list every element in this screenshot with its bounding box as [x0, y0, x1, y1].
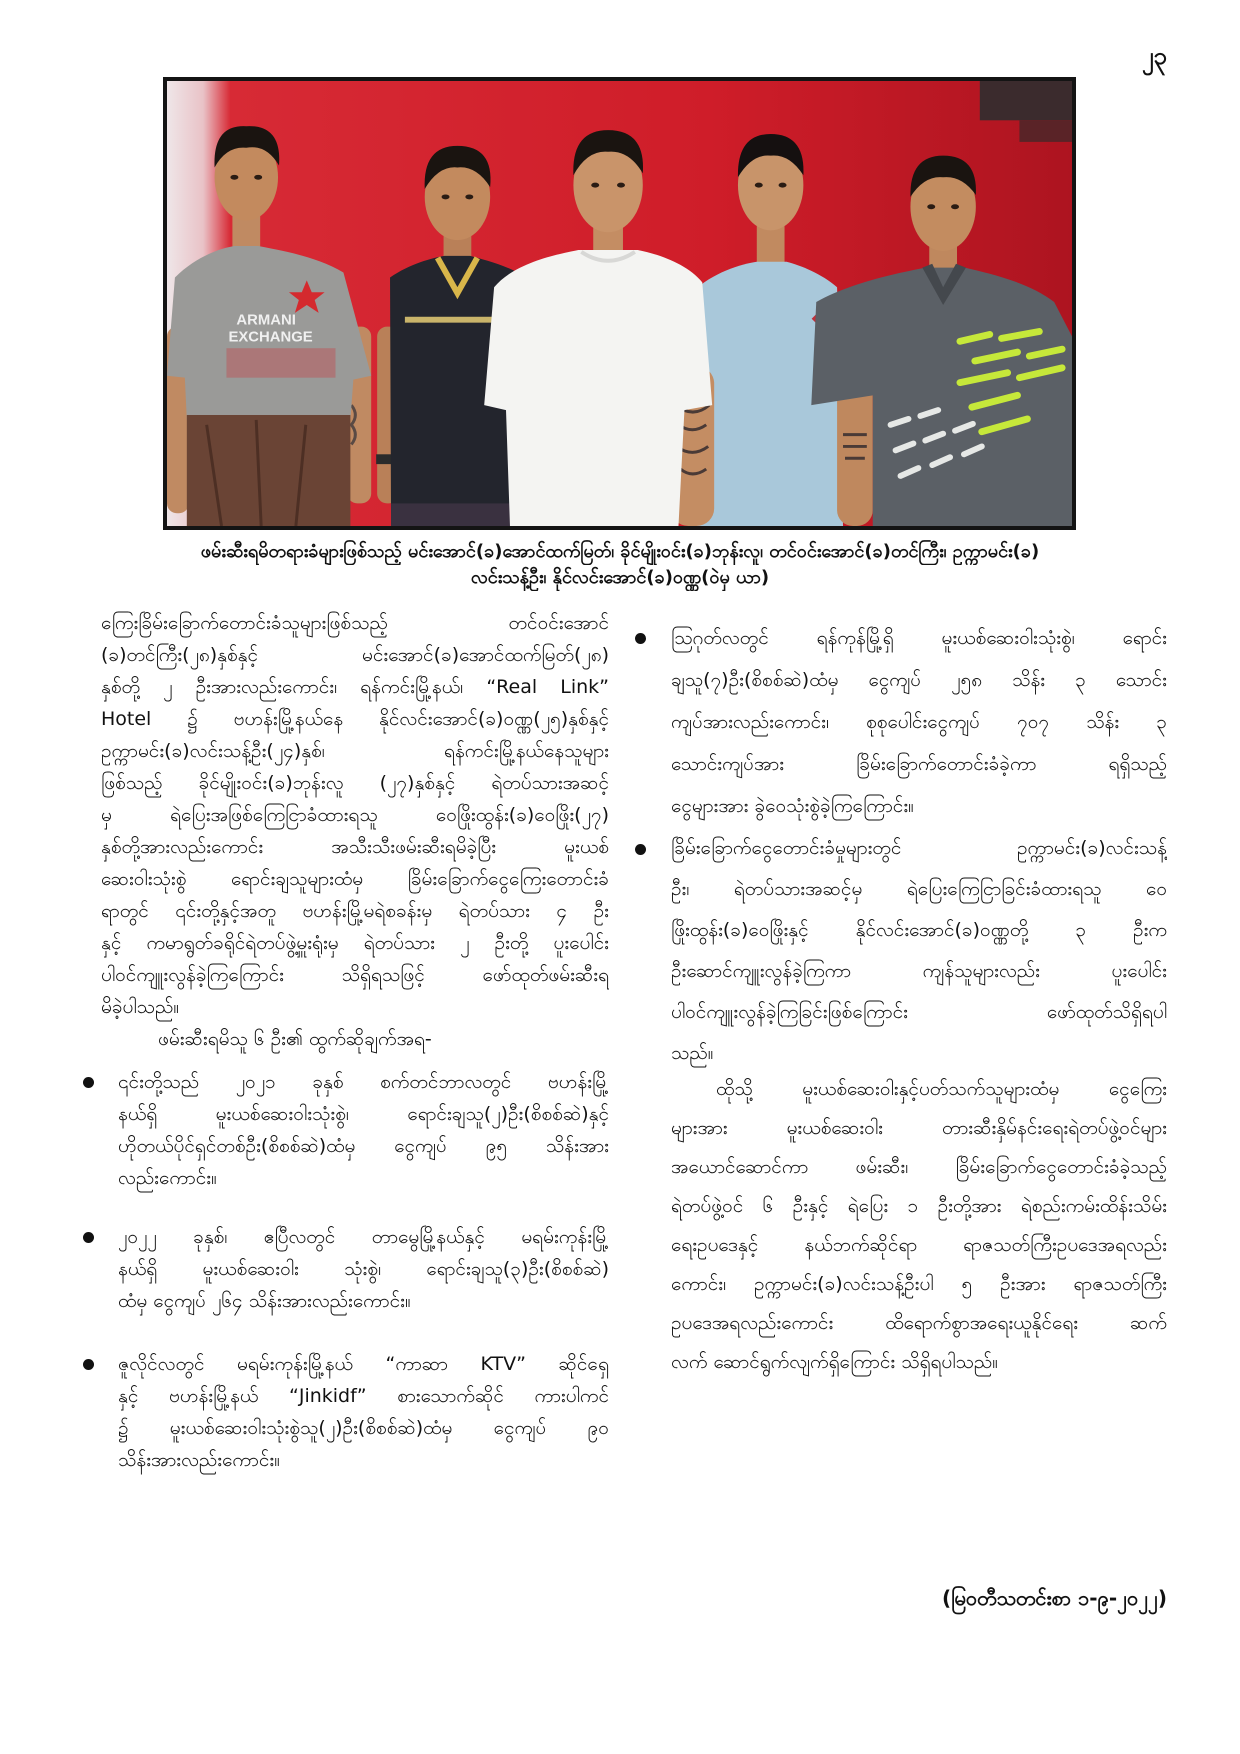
- text-line: ဥပဒေအရလည်းကောင်း ထိရောက်စွာအရေးယူနိုင်ရေး ဆက်: [671, 1312, 1167, 1334]
- text-line: ရာတွင် ၎င်းတို့နှင့်အတူ ဗဟန်းမြို့မရဲစခန်းမှ ရဲတပ်သား ၄ ဦး: [101, 900, 609, 922]
- text-line: ကောင်း၊ ဥက္ကာမင်း(ခ)လင်းသန့်ဦးပါ ၅ ဦးအား ရာဇသတ်ကြီး: [671, 1273, 1167, 1295]
- text-line: ကျပ်အားလည်းကောင်း၊ စုစုပေါင်းငွေကျပ် ၇၀၇ သိန်း ၃: [671, 711, 1167, 733]
- bullet-icon: [635, 633, 646, 644]
- text-line: ၎င်းတို့သည် ၂၀၂၁ ခုနှစ် စက်တင်ဘာလတွင် ဗဟန်းမြို့: [118, 1071, 609, 1093]
- shirt-print-line-1: ARMANI: [236, 312, 296, 329]
- text-line: ဥက္ကာမင်း(ခ)လင်းသန့်ဦး(၂၄)နှစ်၊ ရန်ကင်းမြို့နယ်နေသူများ: [101, 740, 609, 762]
- person-1-longyi: [187, 415, 351, 526]
- text-line: မိခဲ့ပါသည်။: [101, 996, 180, 1018]
- bullet-item: [118, 1066, 609, 1194]
- person-2-eye: [442, 194, 450, 199]
- text-line: ဖြစ်သည့် ခိုင်မျိုးဝင်း(ခ)ဘုန်းလူ (၂၇)နှစ်နှင့် ရဲတပ်သားအဆင့်: [101, 772, 609, 794]
- person-2-eye: [465, 194, 473, 199]
- bullet-icon: [635, 844, 646, 855]
- text-line: ဇူလိုင်လတွင် မရမ်းကုန်းမြို့နယ် “ကာဆာ KTV” ဆိုင်ရှေ့: [118, 1353, 609, 1375]
- text-line: ဦး၊ ရဲတပ်သားအဆင့်မှ ရဲပြေးကြေငြာခြင်းခံထားရသူ ဝေ: [671, 878, 1167, 900]
- person-5-eye: [951, 204, 959, 209]
- left-column-paragraph: [101, 607, 609, 1055]
- text-line: ရေးဥပဒေနှင့် နယ်ဘက်ဆိုင်ရာ ရာဇသတ်ကြီးဥပဒေအရလည်း: [671, 1234, 1167, 1256]
- text-line: သည်။: [671, 1042, 714, 1064]
- text-line: နှစ်တို့အားလည်းကောင်း အသီးသီးဖမ်းဆီးရမိခဲ့ပြီး မူးယစ်: [101, 836, 609, 858]
- bullet-icon: [83, 1359, 94, 1370]
- text-line: သိန်းအားလည်းကောင်း။: [118, 1449, 280, 1471]
- person-2-longyi: [391, 503, 530, 526]
- person-3-shirt: [484, 250, 712, 526]
- person-5-eye: [927, 204, 935, 209]
- caption-line: ဖမ်းဆီးရမိတရားခံများဖြစ်သည့် မင်းအောင်(ခ)အောင်ထက်မြတ်၊ ခိုင်မျိုးဝင်း(ခ)ဘုန်းလူ၊ တင်ဝင်းအောင်(ခ)တင်ကြီး၊ ဥက္ကာမင်း(ခ): [200, 541, 1040, 562]
- text-line: ခြိမ်းခြောက်ငွေတောင်းခံမှုများတွင် ဥက္ကာမင်း(ခ)လင်းသန့်: [671, 837, 1167, 859]
- bullet-item: [118, 1221, 609, 1317]
- text-line: Hotel ၌ ဗဟန်းမြို့နယ်နေ နိုင်လင်းအောင်(ခ)ဝဏ္ဏ(၂၅)နှစ်နှင့်: [101, 708, 609, 730]
- text-line: ရဲတပ်ဖွဲ့ဝင် ၆ ဦးနှင့် ရဲပြေး ၁ ဦးတို့အား ရဲစည်းကမ်းထိန်းသိမ်း: [671, 1195, 1167, 1217]
- page-number: ၂၃: [1141, 42, 1167, 70]
- text-line: နှင့် ကမာရွတ်ခရိုင်ရဲတပ်ဖွဲ့မှူးရုံးမှ ရဲတပ်သား ၂ ဦးတို့ ပူးပေါင်း: [101, 932, 609, 954]
- text-line: ပါဝင်ကျူးလွန်ခဲ့ကြကြောင်း သိရှိရသဖြင့် ဖော်ထုတ်ဖမ်းဆီးရ: [101, 964, 609, 986]
- text-line: မှ ရဲပြေးအဖြစ်ကြေငြာခံထားရသူ ဝေဖြိုးထွန်း(ခ)ဝေဖြိုး(၂၇): [101, 804, 609, 826]
- person-3-eye: [617, 183, 625, 188]
- text-line: ထံမှ ငွေကျပ် ၂၆၄ သိန်းအားလည်းကောင်း။: [118, 1290, 411, 1312]
- text-line: ဩဂုတ်လတွင် ရန်ကုန်မြို့ရှိ မူးယစ်ဆေးဝါးသုံးစွဲ၊ ရောင်း: [671, 627, 1167, 649]
- bullet-item: [671, 828, 1167, 1074]
- news-photo: [163, 77, 1076, 530]
- text-line: ဆေးဝါးသုံးစွဲ ရောင်းချသူများထံမှ ခြိမ်းခြောက်ငွေကြေးတောင်းခံ: [101, 868, 609, 890]
- bullet-icon: [83, 1077, 94, 1088]
- text-line: လက် ဆောင်ရွက်လျက်ရှိကြောင်း သိရှိရပါသည်။: [671, 1351, 999, 1373]
- text-line: ၌ မူးယစ်ဆေးဝါးသုံးစွဲသူ(၂)ဦး(စိစစ်ဆဲ)ထံမှ ငွေကျပ် ၉၀: [118, 1417, 609, 1439]
- photo-caption: [60, 539, 1180, 591]
- shirt-print-line-2: EXCHANGE: [228, 329, 313, 346]
- text-line: သောင်းကျပ်အား ခြိမ်းခြောက်တောင်းခံခဲ့ကာ ရရှိသည့်: [671, 753, 1167, 775]
- statement-subheading: ဖမ်းဆီးရမိသူ ၆ ဦး၏ ထွက်ဆိုချက်အရ-: [158, 1028, 432, 1050]
- text-line: ၂၀၂၂ ခုနှစ်၊ ဧပြီလတွင် တာမွေမြို့နယ်နှင့် မရမ်းကုန်းမြို့: [118, 1226, 609, 1248]
- text-line: နှစ်တို့ ၂ ဦးအားလည်းကောင်း၊ ရန်ကင်းမြို့နယ်၊ “Real Link”: [101, 676, 609, 698]
- person-1-eye: [254, 175, 262, 180]
- bullet-icon: [83, 1232, 94, 1243]
- text-line: ဦးဆောင်ကျူးလွန်ခဲ့ကြကာ ကျန်သူများလည်း ပူးပေါင်း: [671, 960, 1167, 982]
- wall-fixture-shadow: [1019, 120, 1072, 142]
- bullet-item: [118, 1348, 609, 1476]
- person-4-eye: [755, 183, 763, 188]
- source-credit: (မြဝတီသတင်းစာ ၁-၉-၂၀၂၂): [941, 1586, 1167, 1610]
- text-line: ချသူ(၇)ဦး(စိစစ်ဆဲ)ထံမှ ငွေကျပ် ၂၅၈ သိန်း ၃ သောင်း: [671, 669, 1167, 691]
- text-line: (ခ)တင်ကြီး(၂၈)နှစ်နှင့် မင်းအောင်(ခ)အောင်ထက်မြတ်(၂၈): [101, 644, 609, 666]
- text-line: နယ်ရှိ မူးယစ်ဆေးဝါး သုံးစွဲ၊ ရောင်းချသူ(၃)ဦး(စိစစ်ဆဲ): [118, 1258, 609, 1280]
- text-line: နယ်ရှိ မူးယစ်ဆေးဝါးသုံးစွဲ၊ ရောင်းချသူ(၂)ဦး(စိစစ်ဆဲ)နှင့်: [118, 1103, 609, 1125]
- bullet-item: [671, 617, 1167, 827]
- shirt-print-band: [226, 348, 335, 377]
- text-line: များအား မူးယစ်ဆေးဝါး တားဆီးနှိမ်နင်းရေးရဲတပ်ဖွဲ့ဝင်များ: [671, 1117, 1167, 1139]
- text-line: ထိုသို့ မူးယစ်ဆေးဝါးနှင့်ပတ်သက်သူများထံမှ ငွေကြေး: [716, 1078, 1167, 1100]
- text-line: လည်းကောင်း။: [118, 1167, 217, 1189]
- suspects-photo-illustration: [167, 81, 1072, 526]
- person-1-eye: [230, 175, 238, 180]
- person-4-eye: [779, 183, 787, 188]
- text-line: ငွေများအား ခွဲဝေသုံးစွဲခဲ့ကြကြောင်း။: [671, 795, 914, 817]
- text-line: နှင့် ဗဟန်းမြို့နယ် “Jinkidf” စားသောက်ဆိုင် ကားပါကင်: [118, 1385, 609, 1407]
- text-line: ကြေးခြိမ်းခြောက်တောင်းခံသူများဖြစ်သည့် တင်ဝင်းအောင်: [101, 612, 609, 634]
- person-3-eye: [591, 183, 599, 188]
- text-line: အယောင်ဆောင်ကာ ဖမ်းဆီး၊ ခြိမ်းခြောက်ငွေတောင်းခံခဲ့သည့်: [671, 1156, 1167, 1178]
- right-column-paragraph: [671, 1070, 1167, 1382]
- text-line: ဟိုတယ်ပိုင်ရှင်တစ်ဦး(စိစစ်ဆဲ)ထံမှ ငွေကျပ် ၉၅ သိန်းအား: [118, 1135, 609, 1157]
- text-line: ဖြိုးထွန်း(ခ)ဝေဖြိုးနှင့် နိုင်လင်းအောင်(ခ)ဝဏ္ဏတို့ ၃ ဦးက: [671, 919, 1167, 941]
- text-line: ပါဝင်ကျူးလွန်ခဲ့ကြခြင်းဖြစ်ကြောင်း ဖော်ထုတ်သိရှိရပါ: [671, 1001, 1167, 1023]
- wall-fixture: [980, 81, 1072, 120]
- caption-line: လင်းသန့်ဦး၊ နိုင်လင်းအောင်(ခ)ဝဏ္ဏ(ဝဲမှ ယာ): [470, 567, 770, 588]
